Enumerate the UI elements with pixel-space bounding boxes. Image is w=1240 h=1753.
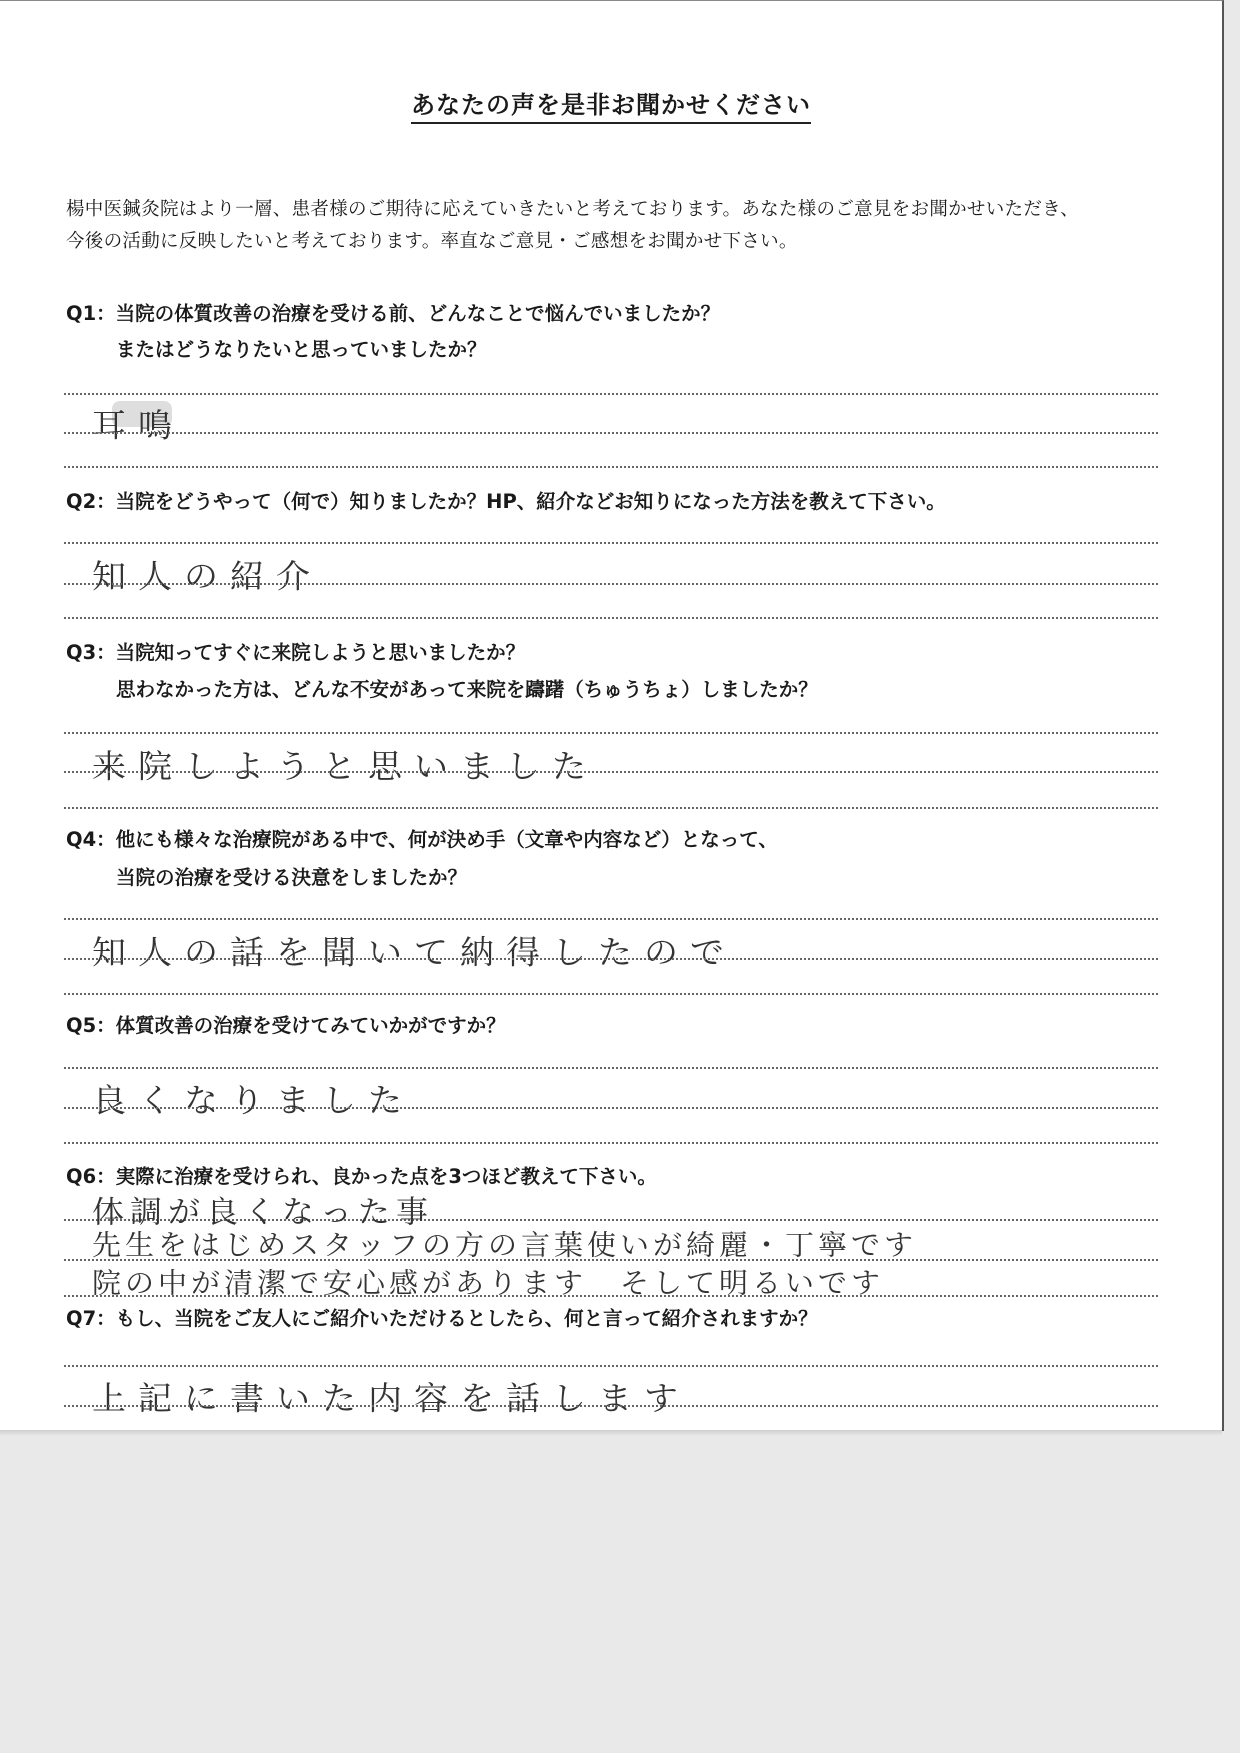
answer-line — [64, 958, 1158, 960]
answer-line — [64, 617, 1158, 619]
q6-answer-2: 先生をはじめスタッフの方の言葉使いが綺麗・丁寧です — [92, 1228, 918, 1262]
q1-answer: 耳鳴 — [92, 406, 184, 445]
answer-line — [64, 542, 1158, 544]
q4-answer: 知人の話を聞いて納得したので — [92, 933, 736, 972]
q6-question: Q6：実際に治療を受けられ、良かった点を3つほど教えて下さい。 — [66, 1165, 657, 1188]
answer-line — [64, 432, 1158, 434]
intro-line-2: 今後の活動に反映したいと考えております。率直なご意見・ご感想をお聞かせ下さい。 — [66, 231, 798, 252]
q3-question-sub: 思わなかった方は、どんな不安があって来院を躊躇（ちゅうちょ）しましたか？ — [116, 678, 818, 701]
q6-answer-1: 体調が良くなった事 — [92, 1193, 435, 1230]
answer-line — [64, 771, 1158, 773]
q2-answer: 知人の紹介 — [92, 557, 322, 596]
answer-line — [64, 1142, 1158, 1144]
answer-line — [64, 918, 1158, 920]
page-title: あなたの声を是非お聞かせください — [0, 85, 1222, 120]
q6-answer-3: 院の中が清潔で安心感があります そして明るいです — [92, 1266, 885, 1300]
intro-line-1: 楊中医鍼灸院はより一層、患者様のご期待に応えていきたいと考えております。あなた様のご意見をお聞かせいただき、 — [66, 199, 1079, 220]
page-edge-shadow — [0, 1430, 1222, 1436]
answer-line — [64, 993, 1158, 995]
answer-line — [64, 1067, 1158, 1069]
answer-line — [64, 1107, 1158, 1109]
q1-question-sub: またはどうなりたいと思っていましたか？ — [116, 338, 487, 361]
q4-question: Q4：他にも様々な治療院がある中で、何が決め手（文章や内容など）となって、 — [66, 828, 778, 851]
q3-question: Q3：当院知ってすぐに来院しようと思いましたか？ — [66, 641, 526, 664]
q7-question: Q7：もし、当院をご友人にご紹介いただけるとしたら、何と言って紹介されますか？ — [66, 1307, 818, 1330]
q5-question: Q5：体質改善の治療を受けてみていかがですか？ — [66, 1014, 506, 1037]
q7-answer: 上記に書いた内容を話します — [92, 1379, 690, 1418]
q3-answer: 来院しようと思いました — [92, 747, 598, 786]
q5-answer: 良くなりました — [92, 1081, 414, 1120]
answer-line — [64, 807, 1158, 809]
answer-line — [64, 583, 1158, 585]
q2-question: Q2：当院をどうやって（何で）知りましたか？HP、紹介などお知りになった方法を教えて下さい。 — [66, 490, 946, 513]
q1-question: Q1：当院の体質改善の治療を受ける前、どんなことで悩んでいましたか？ — [66, 302, 721, 325]
answer-line — [64, 466, 1158, 468]
answer-line — [64, 732, 1158, 734]
q4-question-sub: 当院の治療を受ける決意をしましたか？ — [116, 866, 468, 889]
answer-line — [64, 393, 1158, 395]
answer-line — [64, 1365, 1158, 1367]
answer-line — [64, 1405, 1158, 1407]
